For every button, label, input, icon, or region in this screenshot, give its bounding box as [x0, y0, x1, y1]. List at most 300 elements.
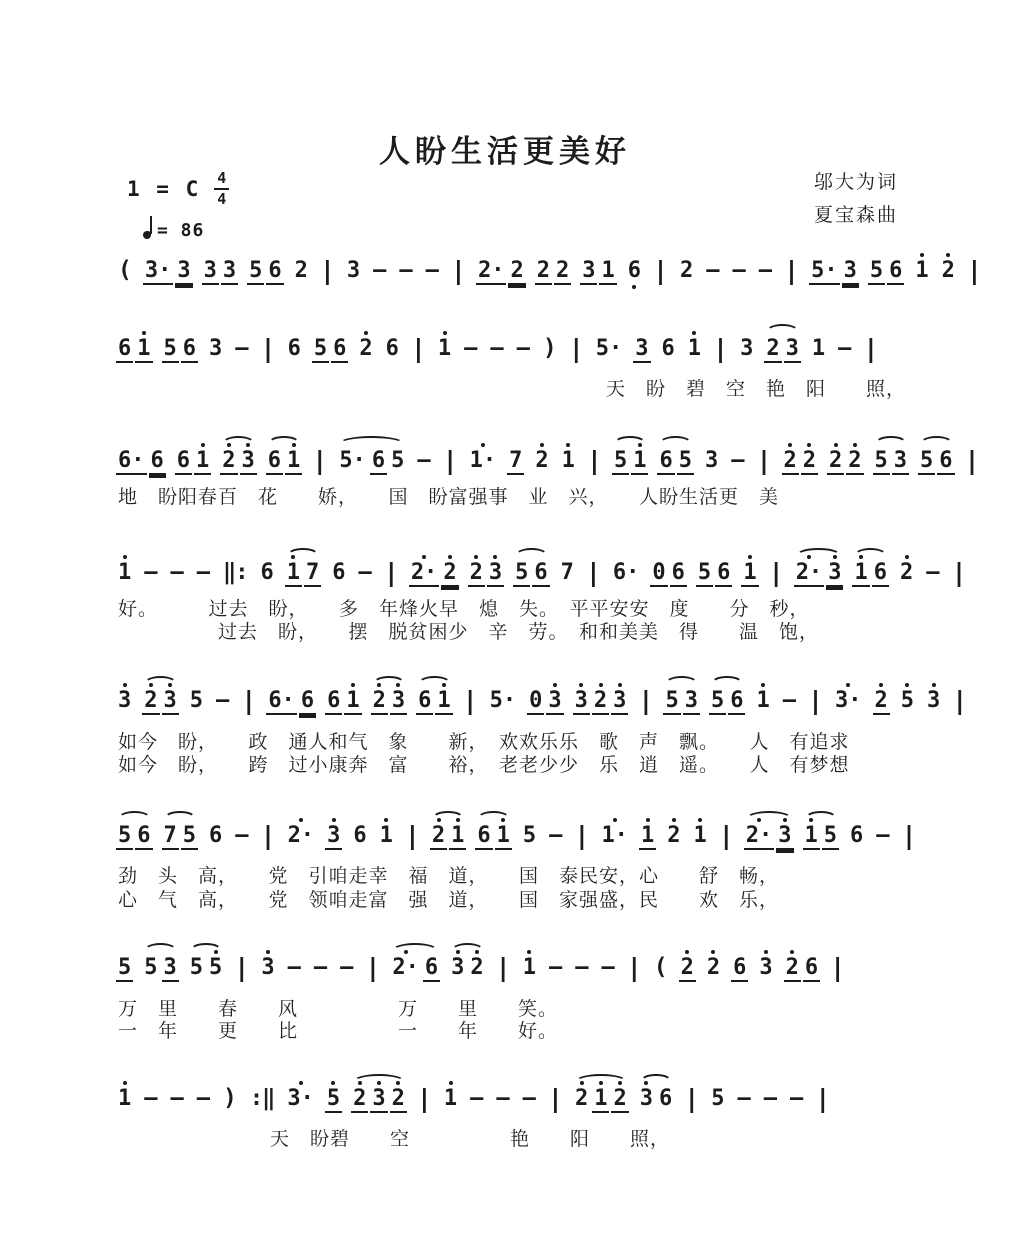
lyric-line: 如今 盼， 跨 过小康奔 富 裕， 老老少少 乐 逍 遥。 人 有梦想: [118, 755, 850, 776]
note: 2: [846, 440, 863, 483]
bar-symbol: |: [964, 446, 980, 475]
note-group: [487, 680, 520, 721]
note: 2: [940, 250, 957, 291]
note-group: [808, 250, 860, 293]
note: 2: [351, 1078, 368, 1121]
bar-symbol: |: [652, 256, 669, 285]
note-group: [558, 552, 577, 593]
note-group: [651, 250, 670, 291]
slur-group: [802, 815, 841, 858]
note-group: [115, 552, 134, 593]
note: 2: [510, 258, 524, 283]
slur-group: [350, 1078, 408, 1121]
note-group: [847, 815, 866, 856]
lyric-line: 心 气 高， 党 领咱走富 强 道， 国 家强盛，民 欢 乐，: [118, 890, 780, 911]
note-group: [638, 815, 657, 858]
note-group: [258, 947, 277, 988]
note-group: [813, 1078, 832, 1119]
note-group: [598, 815, 631, 856]
note: 6: [333, 336, 347, 361]
slur-group: [336, 440, 407, 483]
note-group: [540, 328, 560, 369]
rep-symbol: ‖:: [223, 560, 248, 585]
key-signature: [127, 170, 229, 207]
note: 3: [325, 815, 342, 858]
bar-symbol: |: [952, 686, 968, 715]
lyric-line: 万 里 春 风 万 里 笑。: [118, 999, 559, 1020]
note-group: [717, 815, 736, 856]
music-system: [115, 250, 984, 293]
slur-group: [917, 440, 956, 483]
bar-symbol: |: [568, 334, 584, 363]
note-group: [115, 440, 167, 483]
note: 3: [449, 947, 466, 988]
note: 1: [560, 440, 577, 481]
note: 5: [313, 336, 328, 361]
note-group: [259, 815, 278, 856]
bar-symbol: |: [260, 334, 276, 363]
note-group: [898, 680, 917, 721]
note: 1: [691, 815, 708, 856]
time-signature-numerator: 4: [214, 170, 229, 190]
note: 2: [536, 258, 550, 283]
note-group: [194, 1078, 213, 1119]
note-group: [115, 947, 134, 990]
note-group: [514, 328, 533, 369]
slur-group: [763, 328, 802, 371]
note: 3: [370, 1078, 387, 1121]
note-group: [247, 1078, 278, 1119]
note-group: [572, 680, 630, 723]
note: 3: [704, 448, 719, 473]
note: 2: [827, 440, 844, 483]
bar-symbol: |: [830, 953, 846, 982]
bar-symbol: |: [863, 334, 879, 363]
note-group: [259, 328, 278, 369]
note: 6: [659, 448, 673, 473]
note-group: [220, 552, 251, 593]
slur-group: [370, 680, 409, 723]
note-group: [625, 250, 644, 291]
note-group: [168, 1078, 187, 1119]
note: 3: [757, 947, 774, 988]
note: 6: [353, 823, 367, 848]
note-group: [232, 815, 251, 856]
note: 3: [162, 680, 179, 723]
bar-symbol: |: [756, 446, 772, 475]
note-group: [756, 947, 775, 988]
note: 2: [873, 680, 890, 723]
note-group: [337, 947, 356, 988]
note: 5: [325, 1078, 342, 1121]
note: 3: [843, 258, 857, 283]
slur-group: [793, 552, 845, 595]
note: 6: [661, 336, 675, 361]
music-system: [115, 1078, 832, 1121]
note: 6: [150, 448, 164, 473]
note: 1: [741, 552, 758, 595]
note-group: [677, 250, 696, 291]
lyric-line: 好。 过去 盼， 多 年烽火早 熄 失。 平平安安 度 分 秒，: [118, 599, 810, 620]
note: 6: [287, 336, 301, 361]
note-group: [704, 947, 723, 988]
bar-symbol: |: [951, 558, 967, 587]
note: 1: [686, 328, 703, 369]
note: 6: [182, 336, 196, 361]
note-group: [415, 1078, 434, 1119]
note: 3: [209, 336, 223, 361]
note-group: [924, 680, 943, 721]
note-group: [695, 552, 734, 595]
note: 5: [869, 258, 884, 283]
dash-symbol: —: [838, 336, 852, 361]
note-group: [912, 250, 931, 291]
note: 2: [390, 1078, 407, 1121]
slur-group: [141, 947, 180, 990]
note-group: [311, 947, 330, 988]
note-group: [546, 815, 565, 856]
note-group: [520, 1078, 539, 1119]
note: 3: [240, 440, 257, 483]
credits: [814, 166, 898, 233]
note-group: [761, 1078, 780, 1119]
dash-symbol: —: [170, 560, 184, 585]
note: 2: [784, 947, 801, 990]
note: 5: [665, 688, 679, 713]
composer-credit: 夏宝森曲: [813, 205, 898, 227]
bar-symbol: |: [585, 558, 601, 587]
lyric-line: 如今 盼， 政 通人和气 象 新， 欢欢乐乐 歌 声 飘。 人 有追求: [118, 732, 850, 753]
bar-symbol: |: [574, 821, 590, 850]
key-text: 1 = C: [127, 176, 201, 201]
note-group: [168, 552, 187, 593]
note: 1: [852, 552, 869, 595]
note: 2: [898, 552, 915, 593]
dash-symbol: —: [732, 258, 746, 283]
note: 2: [468, 552, 485, 595]
note-group: [115, 250, 135, 291]
sym-symbol: (: [118, 257, 132, 283]
note-group: [363, 947, 382, 988]
note-group: [329, 552, 348, 593]
note-group: [487, 328, 506, 369]
note: 3·: [833, 680, 864, 721]
bar-symbol: |: [410, 334, 426, 363]
note: 5: [823, 823, 837, 848]
note-group: [461, 328, 480, 369]
note: 1: [913, 250, 930, 291]
note-group: [753, 680, 772, 721]
note: 2: [142, 680, 159, 723]
note-group: [258, 552, 277, 593]
note-group: [828, 947, 847, 988]
bar-symbol: |: [684, 1084, 700, 1113]
dash-symbol: —: [373, 258, 387, 283]
note: 1: [435, 680, 452, 723]
note-group: [506, 440, 525, 483]
note: 3: [177, 258, 191, 283]
note: 5: [522, 823, 537, 848]
note: 1: [631, 440, 648, 483]
time-signature: [214, 170, 229, 207]
note-group: [610, 552, 643, 593]
note-group: [963, 440, 982, 481]
note: 5: [391, 448, 405, 473]
note: 5: [711, 1086, 725, 1111]
lyricist-credit: 邬大为词: [813, 172, 898, 193]
note: 7: [163, 823, 177, 848]
note: 1: [639, 815, 656, 858]
dash-symbol: —: [548, 955, 563, 980]
sym-symbol: (: [653, 954, 668, 980]
note-group: [685, 328, 704, 369]
note: 2: [680, 258, 694, 283]
bar-symbol: |: [416, 1084, 432, 1113]
note: 6·: [268, 688, 295, 713]
note-group: [206, 815, 225, 856]
note: 0: [652, 560, 666, 585]
note-group: [584, 552, 603, 593]
note-group: [690, 815, 709, 856]
note: 6: [804, 955, 819, 980]
note-group: [832, 680, 865, 721]
note: 1: [436, 328, 453, 369]
note: 3: [785, 336, 799, 361]
note-group: [414, 440, 433, 481]
note: 6: [418, 688, 432, 713]
dash-symbol: —: [706, 258, 720, 283]
note: 1: [811, 336, 826, 361]
note-group: [494, 947, 513, 988]
note: 2·: [390, 947, 421, 988]
note-group: [735, 1078, 754, 1119]
note-group: [350, 815, 369, 856]
bar-symbol: |: [234, 953, 250, 982]
note-group: [311, 328, 350, 371]
note-group: [728, 440, 747, 481]
note-group: [141, 552, 160, 593]
lyric-line: 地 盼阳春百 花 娇， 国 盼富强事 业 兴， 人盼生活更 美: [118, 487, 780, 508]
slur-group: [415, 680, 454, 723]
dash-symbol: —: [287, 955, 301, 980]
note: 6·: [118, 448, 145, 473]
note: 1: [754, 680, 771, 721]
slur-group: [284, 552, 323, 595]
note-group: [194, 552, 213, 593]
note-group: [867, 250, 906, 293]
note: 1: [442, 1078, 459, 1119]
note: 3: [611, 680, 628, 723]
note-group: [702, 440, 721, 481]
bar-symbol: |: [784, 256, 800, 285]
note-group: [780, 680, 799, 721]
note: 5: [182, 823, 196, 848]
note: 6: [385, 336, 399, 361]
note: 3: [203, 258, 217, 283]
note-group: [423, 250, 442, 291]
note: 7: [509, 448, 523, 473]
note: 1: [285, 440, 302, 483]
song-title: 人盼生活更美好: [379, 134, 631, 169]
note-group: [585, 440, 604, 481]
note-group: [965, 250, 984, 291]
bar-symbol: |: [383, 558, 399, 587]
note-group: [703, 250, 722, 291]
dash-symbol: —: [235, 823, 249, 848]
note: 2: [782, 440, 799, 483]
dash-symbol: —: [876, 823, 890, 848]
note-group: [682, 1078, 701, 1119]
note: 5: [189, 688, 203, 713]
dash-symbol: —: [496, 1086, 510, 1111]
note-group: [767, 552, 786, 593]
note-group: [787, 1078, 806, 1119]
note-group: [285, 947, 304, 988]
note-group: [806, 680, 825, 721]
note: 2: [801, 440, 818, 483]
note-group: [923, 552, 942, 593]
note: 3: [390, 680, 407, 723]
note: 1: [495, 815, 512, 858]
slur-group: [572, 1078, 630, 1121]
note-group: [678, 947, 697, 990]
note: 3: [573, 680, 590, 723]
note: 6: [889, 258, 903, 283]
note: 2: [573, 1078, 590, 1119]
note: 1: [601, 258, 615, 283]
bar-symbol: |: [547, 1084, 563, 1113]
note-group: [324, 680, 363, 723]
note: 5: [710, 688, 725, 713]
note-group: [435, 328, 454, 369]
note-group: [520, 815, 539, 856]
dash-symbol: —: [737, 1086, 751, 1111]
note: 2: [555, 258, 570, 283]
note-group: [950, 680, 969, 721]
note-group: [461, 680, 480, 721]
note: 2: [357, 328, 374, 369]
dash-symbol: —: [926, 560, 940, 585]
music-system: [115, 440, 982, 483]
note: 5: [249, 258, 263, 283]
note: 2: [665, 815, 682, 856]
note-group: [356, 328, 375, 369]
note-group: [532, 440, 551, 481]
note: 6: [477, 823, 491, 848]
note: 6: [209, 823, 223, 848]
note: 5: [899, 680, 916, 721]
dash-symbol: —: [464, 336, 478, 361]
note: 1: [135, 328, 152, 371]
bar-symbol: |: [713, 334, 729, 363]
sym-symbol: ): [223, 1085, 237, 1111]
note: 6: [327, 688, 341, 713]
bar-symbol: |: [365, 953, 381, 982]
slur-group: [851, 552, 890, 595]
note: 3: [163, 955, 177, 980]
note: 6: [332, 560, 346, 585]
note: 6: [939, 448, 953, 473]
note-group: [572, 947, 591, 988]
note: 5·: [339, 448, 366, 473]
note-group: [115, 328, 154, 371]
note-group: [232, 328, 251, 369]
dash-symbol: —: [758, 258, 773, 283]
slur-group: [429, 815, 468, 858]
note-group: [239, 680, 258, 721]
dash-symbol: —: [235, 336, 249, 361]
note-group: [872, 680, 891, 723]
dash-symbol: —: [170, 1086, 184, 1111]
note: 5: [874, 448, 888, 473]
note: 5: [515, 560, 529, 585]
note-group: [740, 552, 759, 595]
note-group: [396, 250, 415, 291]
note-group: [403, 815, 422, 856]
slur-group: [265, 440, 304, 483]
note: 1: [521, 947, 538, 988]
note-group: [835, 328, 854, 369]
note-group: [383, 328, 402, 369]
music-system: [115, 328, 880, 371]
note: 1: [285, 552, 302, 595]
slur-group: [656, 440, 695, 483]
note: 3: [893, 448, 907, 473]
note-group: [174, 440, 213, 483]
note: 2: [430, 815, 447, 858]
note-group: [377, 815, 396, 856]
bar-symbol: |: [807, 686, 823, 715]
bar-symbol: |: [260, 821, 276, 850]
note: 5: [118, 955, 132, 980]
note: 5: [697, 560, 712, 585]
bar-symbol: |: [241, 686, 257, 715]
note: 2·: [286, 815, 317, 856]
note-group: [520, 947, 539, 988]
dash-symbol: —: [196, 560, 210, 585]
note: 1: [116, 552, 133, 593]
slur-group: [141, 680, 180, 723]
note: 3: [925, 680, 942, 721]
note-group: [344, 250, 363, 291]
note: 7: [306, 560, 320, 585]
note-group: [142, 250, 194, 293]
note: 1: [449, 815, 466, 858]
note: 6·: [612, 560, 640, 585]
dash-symbol: —: [731, 448, 745, 473]
note: 5·: [489, 688, 517, 713]
bar-symbol: |: [495, 953, 511, 982]
dash-symbol: —: [144, 560, 158, 585]
lyric-line: 劲 头 高， 党 引咱走幸 福 道， 国 泰民安，心 舒 畅，: [118, 866, 780, 887]
note: 2: [705, 947, 722, 988]
note-group: [949, 552, 968, 593]
note-group: [161, 328, 200, 371]
note-group: [467, 440, 500, 481]
note-group: [408, 552, 460, 595]
note: 3: [582, 258, 596, 283]
bar-symbol: |: [319, 256, 335, 285]
bar-symbol: |: [966, 256, 982, 285]
note: 5: [118, 823, 132, 848]
note: 2: [294, 258, 308, 283]
lyric-line: 天 盼碧 空 艳 阳 照，: [270, 1129, 671, 1150]
note-group: [265, 680, 317, 723]
note-group: [115, 680, 134, 721]
note: 6: [267, 448, 281, 473]
note: 1: [344, 680, 361, 723]
note: 5: [920, 448, 934, 473]
